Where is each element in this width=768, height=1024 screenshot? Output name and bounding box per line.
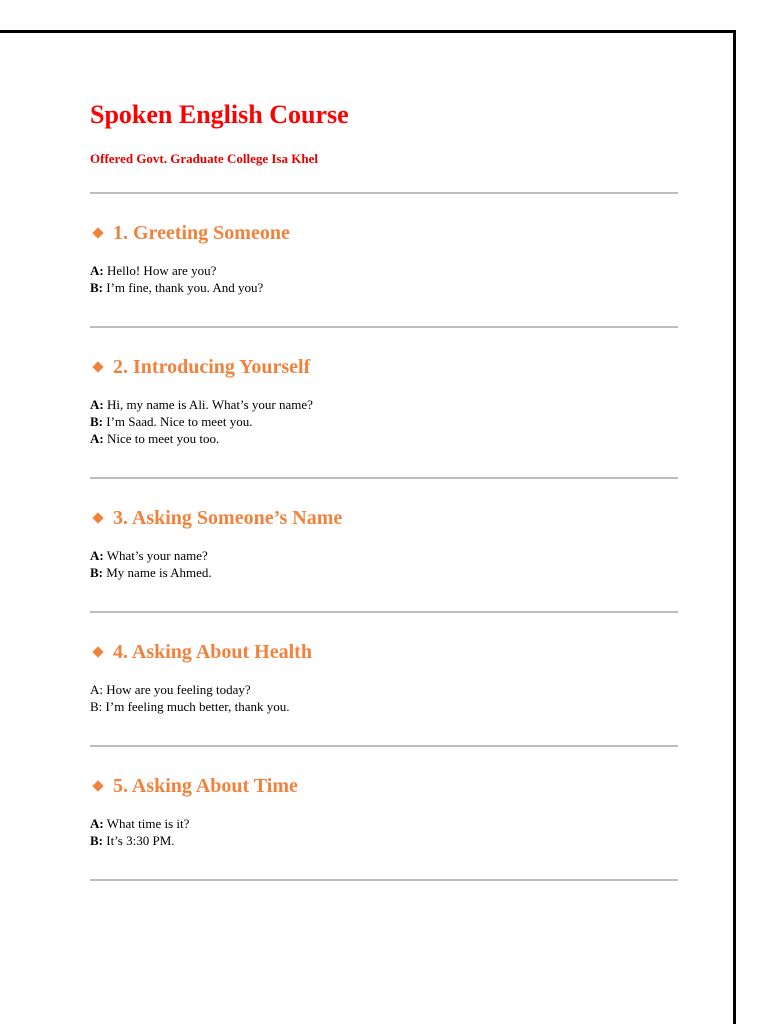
dialogue-line <box>90 279 678 296</box>
dialogue-line <box>90 262 678 279</box>
speaker-label: A: <box>90 548 104 563</box>
dialogue-section <box>90 613 678 745</box>
dialogue-line <box>90 564 678 581</box>
speaker-label: A: <box>90 816 104 831</box>
speaker-label: B: <box>90 280 103 295</box>
dialogue-line <box>90 832 678 849</box>
diamond-icon <box>92 646 103 657</box>
dialogue-section <box>90 328 678 477</box>
speaker-label: A: <box>90 431 104 446</box>
dialogue-line <box>90 547 678 564</box>
speaker-label: B: <box>90 833 103 848</box>
section-heading-text: 1. Greeting Someone <box>113 222 290 244</box>
speaker-label: B: <box>90 565 103 580</box>
section-heading <box>90 773 678 799</box>
dialogue-text: My name is Ahmed. <box>103 565 212 580</box>
section-heading-text: 5. Asking About Time <box>113 775 298 797</box>
dialogue-text: Nice to meet you too. <box>103 431 220 446</box>
diamond-icon <box>92 512 103 523</box>
dialogue-line <box>90 413 678 430</box>
dialogue-text: I’m fine, thank you. And you? <box>103 280 264 295</box>
dialogue-line <box>90 815 678 832</box>
dialogue-text: It’s 3:30 PM. <box>103 833 175 848</box>
diamond-icon <box>92 780 103 791</box>
dialogue-text: How are you feeling today? <box>103 682 251 697</box>
section-heading <box>90 220 678 246</box>
dialogue-text: What’s your name? <box>103 548 208 563</box>
dialogue-text: What time is it? <box>103 816 190 831</box>
page-subtitle: Offered Govt. Graduate College Isa Khel <box>90 151 318 166</box>
dialogue-text: Hello! How are you? <box>103 263 217 278</box>
dialogue-line <box>90 396 678 413</box>
dialogue-section <box>90 747 678 879</box>
dialogue-text: I’m feeling much better, thank you. <box>102 699 290 714</box>
dialogue-text: Hi, my name is Ali. What’s your name? <box>103 397 313 412</box>
diamond-icon <box>92 361 103 372</box>
speaker-label: A: <box>90 263 104 278</box>
diamond-icon <box>92 227 103 238</box>
dialogue-text: I’m Saad. Nice to meet you. <box>103 414 253 429</box>
page-title: Spoken English Course <box>90 100 349 129</box>
section-heading-text: 3. Asking Someone’s Name <box>113 507 343 529</box>
speaker-label: B: <box>90 699 103 714</box>
section-heading <box>90 639 678 665</box>
dialogue-section <box>90 479 678 611</box>
dialogue-section <box>90 194 678 326</box>
section-heading-text: 2. Introducing Yourself <box>113 356 311 378</box>
document-content <box>90 99 678 881</box>
dialogue-line <box>90 698 678 715</box>
section-heading <box>90 354 678 380</box>
section-divider <box>90 879 678 881</box>
section-heading-text: 4. Asking About Health <box>113 641 312 663</box>
speaker-label: B: <box>90 414 103 429</box>
section-heading <box>90 505 678 531</box>
speaker-label: A: <box>90 682 103 697</box>
document-page <box>0 30 736 1024</box>
dialogue-line <box>90 681 678 698</box>
speaker-label: A: <box>90 397 104 412</box>
dialogue-line <box>90 430 678 447</box>
